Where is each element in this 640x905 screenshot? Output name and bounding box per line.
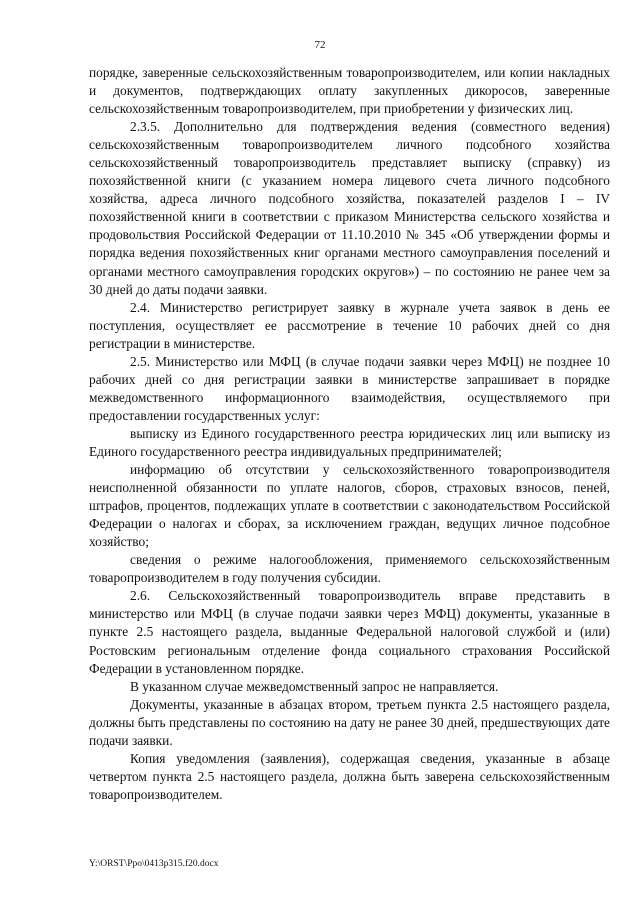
document-body [89,64,610,804]
paragraph-2-4: 2.4. Министерство регистрирует заявку в журнале учета заявок в день ее поступления, осуществляет ее рассмотрение в течение 10 рабочих дней со дня регистрации в министерстве. [89,299,610,351]
page-number: 72 [314,39,326,51]
paragraph-notice-copy: Копия уведомления (заявления), содержащая сведения, указанные в абзаце четвертом пункта 2.5 настоящего раздела, должна быть заверена сельскохозяйственным товаропроизводителем. [89,750,610,802]
paragraph-2-6: 2.6. Сельскохозяйственный товаропроизводитель вправе представить в министерство или МФЦ (в случае подачи заявки через МФЦ) документы, указанные в пункте 2.5 настоящего раздела, выданные Федеральной налоговой службой и (или) Ростовским региональным отделение фонда социального страхования Российской Федерации в установленном порядке. [89,588,610,676]
paragraph-2-5-item-tax-debt: информацию об отсутствии у сельскохозяйственного товаропроизводителя неисполненной обязанности по уплате налогов, сборов, страховых взносов, пеней, штрафов, процентов, подлежащих уплате в соответствии с законодательством Российской Федерации о налогах и сборах, за исключением граждан, ведущих личное подсобное хозяйство; [89,462,610,550]
paragraph-continuation: порядке, заверенные сельскохозяйственным товаропроизводителем, или копии накладных и документов, подтверждающих оплату закупленных дикоросов, заверенные сельскохозяйственным товаропроизводителем, при приобретении у физических лиц. [89,65,610,117]
paragraph-2-5-item-egrul: выписку из Единого государственного реестра юридических лиц или выписку из Единого государственного реестра индивидуальных предпринимателей; [89,425,610,459]
paragraph-no-request: В указанном случае межведомственный запрос не направляется. [130,678,499,694]
paragraph-documents-validity: Документы, указанные в абзацах втором, третьем пункта 2.5 настоящего раздела, должны быть представлены по состоянию на дату не ранее 30 дней, предшествующих дате подачи заявки. [89,696,610,748]
paragraph-2-3-5: 2.3.5. Дополнительно для подтверждения ведения (совместного ведения) сельскохозяйственным товаропроизводителем личного подсобного хозяйства сельскохозяйственный товаропроизводитель представляет выписку (справку) из похозяйственной книги (с указанием номера лицевого счета личного подсобного хозяйства, адреса личного подсобного хозяйства, показателей разделов I – IV похозяйственной книги в соответствии с приказом Министерства сельского хозяйства и продовольствия Российской Федерации от 11.10.2010 № 345 «Об утверждении формы и порядка ведения похозяйственных книг органами местного самоуправления поселений и органами местного самоуправления городских округов») – по состоянию не ранее чем за 30 дней до даты подачи заявки. [89,119,610,297]
paragraph-2-5: 2.5. Министерство или МФЦ (в случае подачи заявки через МФЦ) не позднее 10 рабочих дней со дня регистрации заявки в министерстве запрашивает в порядке межведомственного информационного взаимодействия, осуществляемого при предоставлении государственных услуг: [89,353,610,423]
paragraph-2-5-item-tax-regime: сведения о режиме налогообложения, применяемого сельскохозяйственным товаропроизводителем в году получения субсидии. [89,552,610,586]
footer-file-path: Y:\ORST\Ppo\0413p315.f20.docx [89,859,219,869]
